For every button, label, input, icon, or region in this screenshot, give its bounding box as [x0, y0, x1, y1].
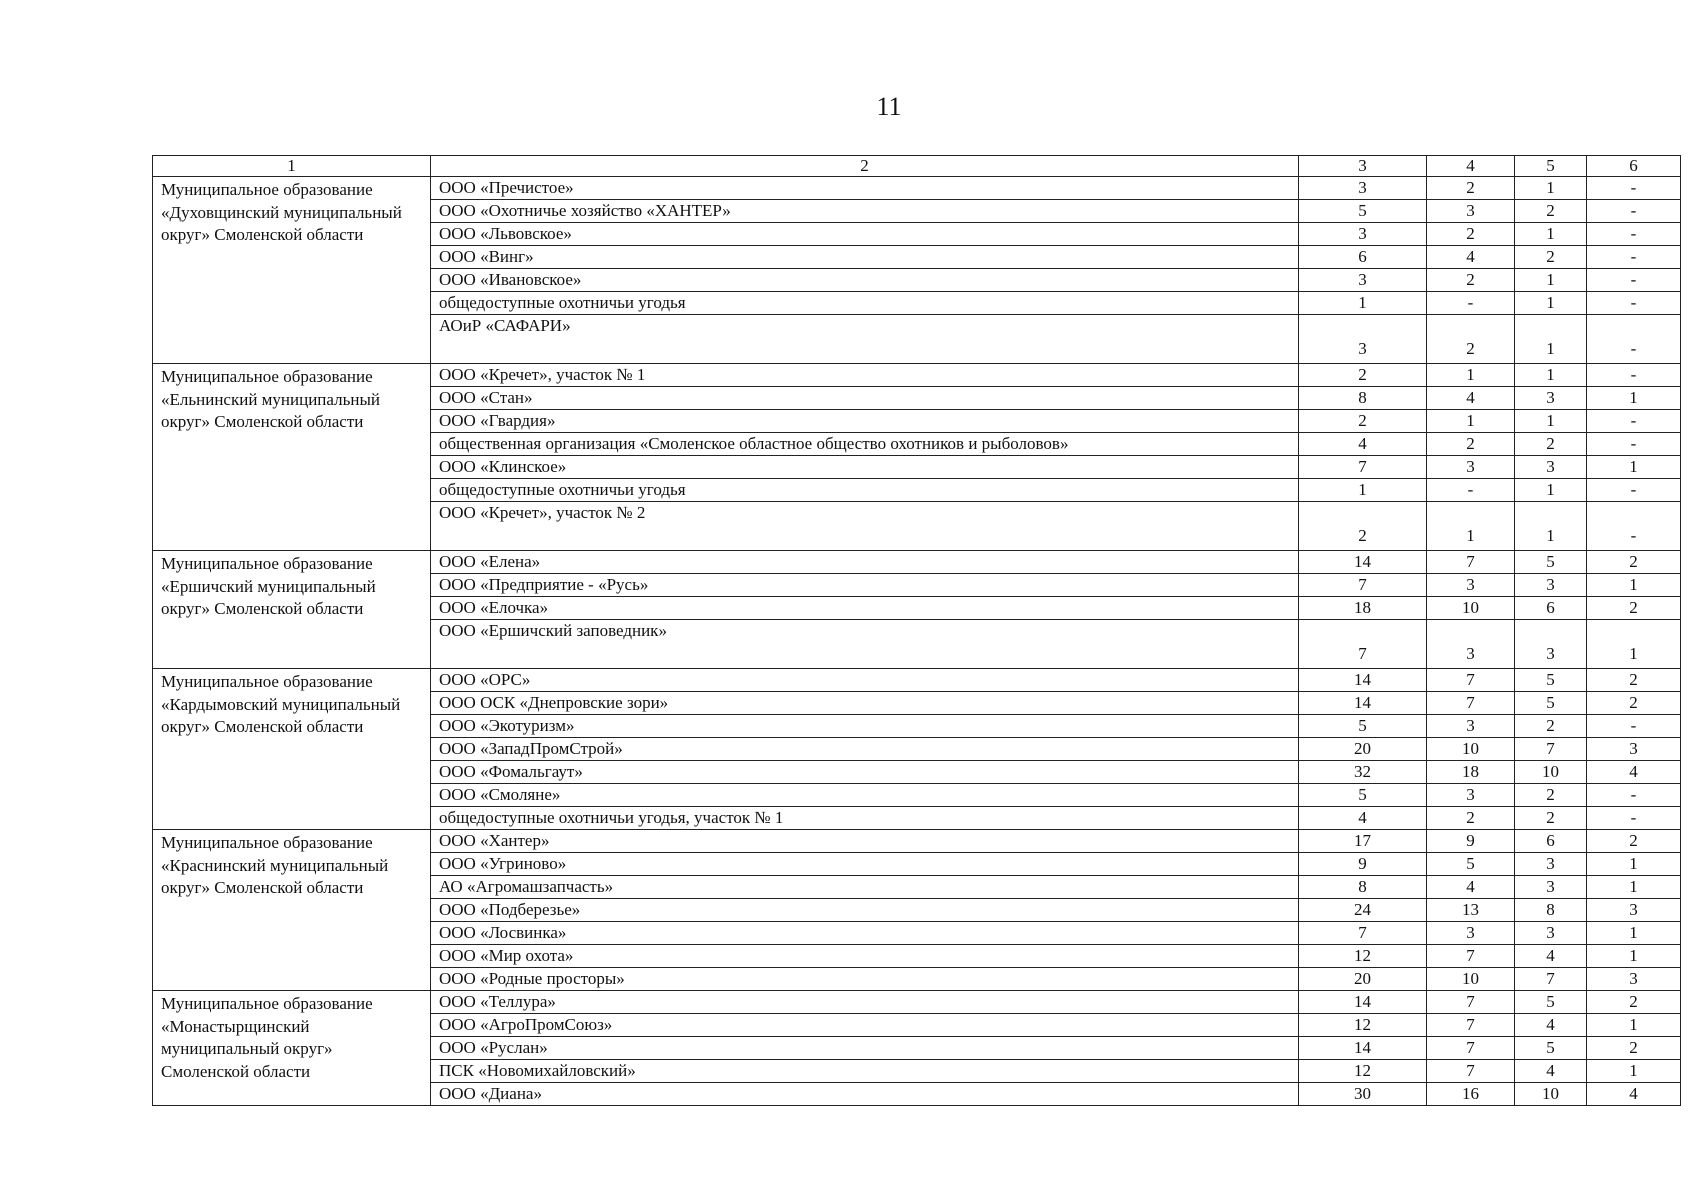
- value-cell-c5: 1: [1515, 269, 1587, 292]
- value-cell-c3: 3: [1299, 223, 1427, 246]
- value-cell-c3: 14: [1299, 669, 1427, 692]
- header-cell: 4: [1427, 156, 1515, 177]
- value-cell-c4: 3: [1427, 200, 1515, 223]
- value-cell-c6: -: [1587, 200, 1681, 223]
- value-cell-c5: 1: [1515, 410, 1587, 433]
- value-cell-c5: 10: [1515, 1083, 1587, 1106]
- value-cell-c6: 1: [1587, 574, 1681, 597]
- organization-cell: общедоступные охотничьи угодья: [431, 479, 1299, 502]
- organization-cell: ООО «Елочка»: [431, 597, 1299, 620]
- organization-cell: ООО ОСК «Днепровские зори»: [431, 692, 1299, 715]
- organization-cell: ООО «Лосвинка»: [431, 922, 1299, 945]
- table-row: [153, 830, 1681, 853]
- value-cell-c5: 5: [1515, 1037, 1587, 1060]
- value-cell-c5: 3: [1515, 620, 1587, 669]
- value-cell-c4: 7: [1427, 1060, 1515, 1083]
- organization-cell: ООО «Предприятие - «Русь»: [431, 574, 1299, 597]
- value-cell-c6: -: [1587, 246, 1681, 269]
- value-cell-c5: 1: [1515, 223, 1587, 246]
- value-cell-c4: 2: [1427, 315, 1515, 364]
- organization-cell: ООО «Львовское»: [431, 223, 1299, 246]
- value-cell-c4: 16: [1427, 1083, 1515, 1106]
- organization-cell: ООО «Винг»: [431, 246, 1299, 269]
- value-cell-c6: 4: [1587, 761, 1681, 784]
- value-cell-c6: -: [1587, 177, 1681, 200]
- organization-cell: ООО «Пречистое»: [431, 177, 1299, 200]
- value-cell-c4: 1: [1427, 502, 1515, 551]
- value-cell-c5: 3: [1515, 853, 1587, 876]
- value-cell-c4: 2: [1427, 807, 1515, 830]
- municipality-cell: Муниципальное образование «Ельнинский муниципальный округ» Смоленской области: [153, 364, 431, 551]
- value-cell-c5: 2: [1515, 807, 1587, 830]
- municipality-cell: Муниципальное образование «Краснинский муниципальный округ» Смоленской области: [153, 830, 431, 991]
- value-cell-c5: 1: [1515, 315, 1587, 364]
- organization-cell: общественная организация «Смоленское областное общество охотников и рыболовов»: [431, 433, 1299, 456]
- organization-cell: ООО «Диана»: [431, 1083, 1299, 1106]
- value-cell-c4: 7: [1427, 1014, 1515, 1037]
- value-cell-c6: -: [1587, 502, 1681, 551]
- value-cell-c5: 4: [1515, 945, 1587, 968]
- organization-cell: ООО «ОРС»: [431, 669, 1299, 692]
- value-cell-c3: 32: [1299, 761, 1427, 784]
- value-cell-c5: 7: [1515, 968, 1587, 991]
- header-cell: 5: [1515, 156, 1587, 177]
- value-cell-c4: 3: [1427, 574, 1515, 597]
- value-cell-c3: 20: [1299, 738, 1427, 761]
- organization-cell: ООО «ЗападПромСтрой»: [431, 738, 1299, 761]
- value-cell-c6: 4: [1587, 1083, 1681, 1106]
- value-cell-c3: 12: [1299, 1014, 1427, 1037]
- value-cell-c3: 1: [1299, 292, 1427, 315]
- value-cell-c3: 12: [1299, 1060, 1427, 1083]
- organization-cell: ООО «Ершичский заповедник»: [431, 620, 1299, 669]
- value-cell-c3: 12: [1299, 945, 1427, 968]
- value-cell-c5: 4: [1515, 1014, 1587, 1037]
- value-cell-c3: 7: [1299, 456, 1427, 479]
- value-cell-c6: -: [1587, 784, 1681, 807]
- organization-cell: ООО «Клинское»: [431, 456, 1299, 479]
- value-cell-c3: 5: [1299, 715, 1427, 738]
- value-cell-c6: -: [1587, 433, 1681, 456]
- value-cell-c4: 18: [1427, 761, 1515, 784]
- organization-cell: ООО «Теллура»: [431, 991, 1299, 1014]
- value-cell-c5: 1: [1515, 292, 1587, 315]
- value-cell-c3: 30: [1299, 1083, 1427, 1106]
- table-row: [153, 991, 1681, 1014]
- value-cell-c3: 1: [1299, 479, 1427, 502]
- value-cell-c6: -: [1587, 807, 1681, 830]
- value-cell-c6: 3: [1587, 738, 1681, 761]
- value-cell-c6: -: [1587, 223, 1681, 246]
- value-cell-c6: 1: [1587, 1060, 1681, 1083]
- header-cell: 3: [1299, 156, 1427, 177]
- value-cell-c5: 10: [1515, 761, 1587, 784]
- value-cell-c3: 6: [1299, 246, 1427, 269]
- value-cell-c3: 17: [1299, 830, 1427, 853]
- value-cell-c6: 1: [1587, 620, 1681, 669]
- value-cell-c4: 10: [1427, 597, 1515, 620]
- value-cell-c6: -: [1587, 315, 1681, 364]
- organization-cell: ПСК «Новомихайловский»: [431, 1060, 1299, 1083]
- header-cell: 2: [431, 156, 1299, 177]
- value-cell-c6: 1: [1587, 456, 1681, 479]
- value-cell-c5: 8: [1515, 899, 1587, 922]
- value-cell-c4: 2: [1427, 177, 1515, 200]
- value-cell-c3: 8: [1299, 387, 1427, 410]
- organization-cell: ООО «Руслан»: [431, 1037, 1299, 1060]
- value-cell-c3: 2: [1299, 502, 1427, 551]
- value-cell-c3: 20: [1299, 968, 1427, 991]
- value-cell-c5: 2: [1515, 784, 1587, 807]
- organization-cell: общедоступные охотничьи угодья: [431, 292, 1299, 315]
- value-cell-c5: 1: [1515, 502, 1587, 551]
- value-cell-c3: 4: [1299, 433, 1427, 456]
- value-cell-c4: 1: [1427, 410, 1515, 433]
- value-cell-c4: 1: [1427, 364, 1515, 387]
- organization-cell: ООО «Гвардия»: [431, 410, 1299, 433]
- value-cell-c5: 6: [1515, 830, 1587, 853]
- value-cell-c4: 2: [1427, 223, 1515, 246]
- organization-cell: АО «Агромашзапчасть»: [431, 876, 1299, 899]
- value-cell-c4: 4: [1427, 246, 1515, 269]
- value-cell-c6: 2: [1587, 692, 1681, 715]
- value-cell-c3: 3: [1299, 315, 1427, 364]
- value-cell-c6: 1: [1587, 387, 1681, 410]
- value-cell-c4: 10: [1427, 738, 1515, 761]
- value-cell-c5: 5: [1515, 551, 1587, 574]
- value-cell-c3: 5: [1299, 200, 1427, 223]
- value-cell-c3: 2: [1299, 410, 1427, 433]
- table-row: [153, 364, 1681, 387]
- value-cell-c5: 1: [1515, 479, 1587, 502]
- organization-cell: ООО «Подберезье»: [431, 899, 1299, 922]
- value-cell-c3: 3: [1299, 269, 1427, 292]
- hunting-grounds-table: [152, 155, 1681, 1106]
- value-cell-c4: 2: [1427, 433, 1515, 456]
- header-cell: 6: [1587, 156, 1681, 177]
- value-cell-c6: -: [1587, 292, 1681, 315]
- page-number: 11: [876, 92, 902, 121]
- value-cell-c6: 3: [1587, 899, 1681, 922]
- organization-cell: ООО «Ивановское»: [431, 269, 1299, 292]
- value-cell-c6: 1: [1587, 945, 1681, 968]
- value-cell-c6: 2: [1587, 991, 1681, 1014]
- value-cell-c3: 18: [1299, 597, 1427, 620]
- value-cell-c3: 14: [1299, 551, 1427, 574]
- value-cell-c3: 3: [1299, 177, 1427, 200]
- value-cell-c5: 3: [1515, 876, 1587, 899]
- value-cell-c5: 2: [1515, 433, 1587, 456]
- value-cell-c6: 1: [1587, 876, 1681, 899]
- organization-cell: ООО «Родные просторы»: [431, 968, 1299, 991]
- value-cell-c4: 7: [1427, 551, 1515, 574]
- municipality-cell: Муниципальное образование «Монастырщинский муниципальный округ» Смоленской области: [153, 991, 431, 1106]
- value-cell-c5: 3: [1515, 574, 1587, 597]
- table-header-row: [153, 156, 1681, 177]
- table-row: [153, 669, 1681, 692]
- value-cell-c5: 5: [1515, 669, 1587, 692]
- value-cell-c5: 2: [1515, 200, 1587, 223]
- value-cell-c5: 1: [1515, 177, 1587, 200]
- municipality-cell: Муниципальное образование «Духовщинский муниципальный округ» Смоленской области: [153, 177, 431, 364]
- organization-cell: ООО «Кречет», участок № 1: [431, 364, 1299, 387]
- value-cell-c5: 5: [1515, 991, 1587, 1014]
- value-cell-c3: 8: [1299, 876, 1427, 899]
- value-cell-c4: 13: [1427, 899, 1515, 922]
- value-cell-c6: 3: [1587, 968, 1681, 991]
- value-cell-c3: 2: [1299, 364, 1427, 387]
- value-cell-c6: -: [1587, 410, 1681, 433]
- value-cell-c4: 4: [1427, 387, 1515, 410]
- organization-cell: ООО «Угриново»: [431, 853, 1299, 876]
- value-cell-c3: 14: [1299, 1037, 1427, 1060]
- organization-cell: АОиР «САФАРИ»: [431, 315, 1299, 364]
- organization-cell: ООО «Смоляне»: [431, 784, 1299, 807]
- organization-cell: ООО «Мир охота»: [431, 945, 1299, 968]
- value-cell-c3: 14: [1299, 991, 1427, 1014]
- value-cell-c6: 2: [1587, 551, 1681, 574]
- value-cell-c6: -: [1587, 364, 1681, 387]
- value-cell-c6: 1: [1587, 853, 1681, 876]
- value-cell-c6: 1: [1587, 922, 1681, 945]
- value-cell-c3: 7: [1299, 922, 1427, 945]
- value-cell-c6: 2: [1587, 597, 1681, 620]
- value-cell-c3: 5: [1299, 784, 1427, 807]
- value-cell-c3: 7: [1299, 574, 1427, 597]
- organization-cell: общедоступные охотничьи угодья, участок № 1: [431, 807, 1299, 830]
- value-cell-c6: 2: [1587, 830, 1681, 853]
- value-cell-c4: -: [1427, 292, 1515, 315]
- table-row: [153, 177, 1681, 200]
- table-row: [153, 551, 1681, 574]
- organization-cell: ООО «Елена»: [431, 551, 1299, 574]
- municipality-cell: Муниципальное образование «Кардымовский муниципальный округ» Смоленской области: [153, 669, 431, 830]
- value-cell-c3: 14: [1299, 692, 1427, 715]
- value-cell-c4: 2: [1427, 269, 1515, 292]
- organization-cell: ООО «Охотничье хозяйство «ХАНТЕР»: [431, 200, 1299, 223]
- value-cell-c5: 3: [1515, 387, 1587, 410]
- value-cell-c3: 7: [1299, 620, 1427, 669]
- value-cell-c6: 2: [1587, 669, 1681, 692]
- value-cell-c4: 7: [1427, 945, 1515, 968]
- value-cell-c6: -: [1587, 715, 1681, 738]
- municipality-cell: Муниципальное образование «Ершичский муниципальный округ» Смоленской области: [153, 551, 431, 669]
- value-cell-c4: 3: [1427, 456, 1515, 479]
- value-cell-c4: 7: [1427, 991, 1515, 1014]
- value-cell-c5: 2: [1515, 246, 1587, 269]
- organization-cell: ООО «Хантер»: [431, 830, 1299, 853]
- value-cell-c4: 3: [1427, 922, 1515, 945]
- value-cell-c4: 4: [1427, 876, 1515, 899]
- value-cell-c5: 5: [1515, 692, 1587, 715]
- organization-cell: ООО «Стан»: [431, 387, 1299, 410]
- value-cell-c6: -: [1587, 479, 1681, 502]
- value-cell-c5: 3: [1515, 456, 1587, 479]
- header-cell: 1: [153, 156, 431, 177]
- organization-cell: ООО «Фомальгаут»: [431, 761, 1299, 784]
- value-cell-c6: 2: [1587, 1037, 1681, 1060]
- value-cell-c4: -: [1427, 479, 1515, 502]
- value-cell-c5: 1: [1515, 364, 1587, 387]
- value-cell-c5: 3: [1515, 922, 1587, 945]
- value-cell-c6: -: [1587, 269, 1681, 292]
- organization-cell: ООО «Кречет», участок № 2: [431, 502, 1299, 551]
- value-cell-c4: 7: [1427, 669, 1515, 692]
- value-cell-c4: 5: [1427, 853, 1515, 876]
- value-cell-c4: 10: [1427, 968, 1515, 991]
- value-cell-c4: 3: [1427, 784, 1515, 807]
- value-cell-c4: 3: [1427, 620, 1515, 669]
- value-cell-c3: 24: [1299, 899, 1427, 922]
- organization-cell: ООО «Экотуризм»: [431, 715, 1299, 738]
- value-cell-c5: 6: [1515, 597, 1587, 620]
- organization-cell: ООО «АгроПромСоюз»: [431, 1014, 1299, 1037]
- value-cell-c4: 3: [1427, 715, 1515, 738]
- value-cell-c4: 7: [1427, 692, 1515, 715]
- value-cell-c4: 7: [1427, 1037, 1515, 1060]
- value-cell-c3: 4: [1299, 807, 1427, 830]
- value-cell-c3: 9: [1299, 853, 1427, 876]
- value-cell-c5: 7: [1515, 738, 1587, 761]
- value-cell-c6: 1: [1587, 1014, 1681, 1037]
- value-cell-c4: 9: [1427, 830, 1515, 853]
- value-cell-c5: 4: [1515, 1060, 1587, 1083]
- value-cell-c5: 2: [1515, 715, 1587, 738]
